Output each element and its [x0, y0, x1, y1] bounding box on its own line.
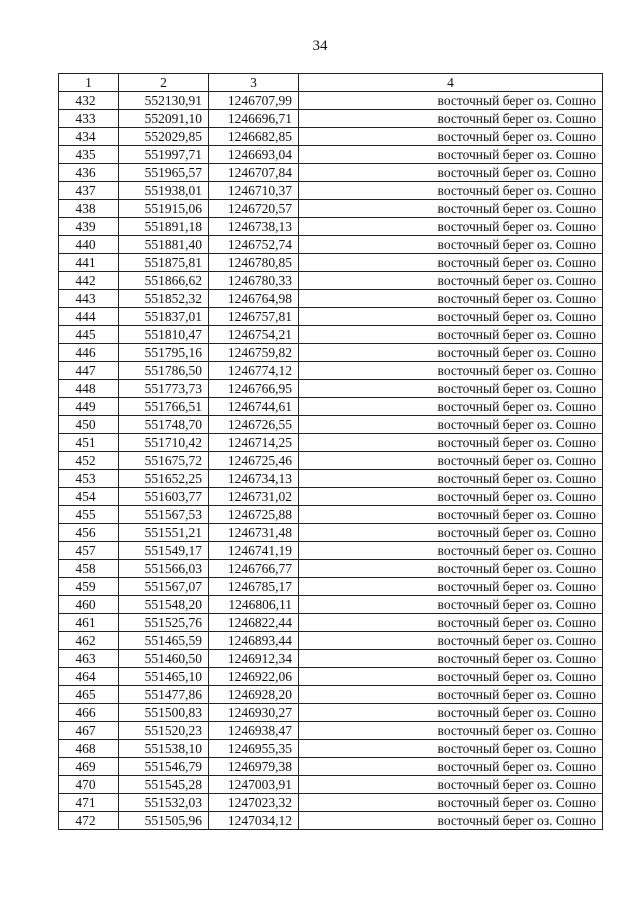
location-description: восточный берег оз. Сошно — [299, 272, 603, 290]
row-index: 460 — [59, 596, 119, 614]
row-index: 452 — [59, 452, 119, 470]
location-description: восточный берег оз. Сошно — [299, 218, 603, 236]
location-description: восточный берег оз. Сошно — [299, 704, 603, 722]
x-coordinate: 551477,86 — [119, 686, 209, 704]
row-index: 456 — [59, 524, 119, 542]
y-coordinate: 1246738,13 — [209, 218, 299, 236]
y-coordinate: 1246928,20 — [209, 686, 299, 704]
location-description: восточный берег оз. Сошно — [299, 164, 603, 182]
header-col-2: 2 — [119, 74, 209, 92]
row-index: 442 — [59, 272, 119, 290]
y-coordinate: 1246780,33 — [209, 272, 299, 290]
x-coordinate: 551748,70 — [119, 416, 209, 434]
y-coordinate: 1246707,99 — [209, 92, 299, 110]
header-col-3: 3 — [209, 74, 299, 92]
row-index: 432 — [59, 92, 119, 110]
x-coordinate: 551997,71 — [119, 146, 209, 164]
row-index: 469 — [59, 758, 119, 776]
coordinates-table — [58, 73, 603, 830]
location-description: восточный берег оз. Сошно — [299, 290, 603, 308]
table-row — [59, 740, 603, 758]
header-col-1: 1 — [59, 74, 119, 92]
table-row — [59, 812, 603, 830]
location-description: восточный берег оз. Сошно — [299, 488, 603, 506]
table-row — [59, 326, 603, 344]
row-index: 454 — [59, 488, 119, 506]
row-index: 471 — [59, 794, 119, 812]
location-description: восточный берег оз. Сошно — [299, 416, 603, 434]
y-coordinate: 1246696,71 — [209, 110, 299, 128]
y-coordinate: 1247003,91 — [209, 776, 299, 794]
table-row — [59, 344, 603, 362]
location-description: восточный берег оз. Сошно — [299, 560, 603, 578]
row-index: 467 — [59, 722, 119, 740]
x-coordinate: 551965,57 — [119, 164, 209, 182]
table-row — [59, 632, 603, 650]
location-description: восточный берег оз. Сошно — [299, 614, 603, 632]
x-coordinate: 552029,85 — [119, 128, 209, 146]
row-index: 447 — [59, 362, 119, 380]
x-coordinate: 551891,18 — [119, 218, 209, 236]
table-row — [59, 542, 603, 560]
location-description: восточный берег оз. Сошно — [299, 758, 603, 776]
y-coordinate: 1246734,13 — [209, 470, 299, 488]
row-index: 472 — [59, 812, 119, 830]
y-coordinate: 1246725,88 — [209, 506, 299, 524]
location-description: восточный берег оз. Сошно — [299, 434, 603, 452]
y-coordinate: 1246785,17 — [209, 578, 299, 596]
y-coordinate: 1246780,85 — [209, 254, 299, 272]
x-coordinate: 552091,10 — [119, 110, 209, 128]
location-description: восточный берег оз. Сошно — [299, 128, 603, 146]
row-index: 453 — [59, 470, 119, 488]
y-coordinate: 1246726,55 — [209, 416, 299, 434]
x-coordinate: 551915,06 — [119, 200, 209, 218]
table-body — [59, 92, 603, 830]
location-description: восточный берег оз. Сошно — [299, 146, 603, 164]
y-coordinate: 1246693,04 — [209, 146, 299, 164]
row-index: 437 — [59, 182, 119, 200]
table-row — [59, 596, 603, 614]
y-coordinate: 1246764,98 — [209, 290, 299, 308]
table-row — [59, 200, 603, 218]
y-coordinate: 1246752,74 — [209, 236, 299, 254]
location-description: восточный берег оз. Сошно — [299, 200, 603, 218]
location-description: восточный берег оз. Сошно — [299, 344, 603, 362]
table-row — [59, 218, 603, 236]
x-coordinate: 551810,47 — [119, 326, 209, 344]
row-index: 458 — [59, 560, 119, 578]
table-row — [59, 182, 603, 200]
table-row — [59, 380, 603, 398]
x-coordinate: 551773,73 — [119, 380, 209, 398]
y-coordinate: 1246682,85 — [209, 128, 299, 146]
y-coordinate: 1246744,61 — [209, 398, 299, 416]
y-coordinate: 1246774,12 — [209, 362, 299, 380]
page-number: 34 — [312, 38, 328, 54]
location-description: восточный берег оз. Сошно — [299, 452, 603, 470]
row-index: 468 — [59, 740, 119, 758]
location-description: восточный берег оз. Сошно — [299, 812, 603, 830]
y-coordinate: 1246731,48 — [209, 524, 299, 542]
x-coordinate: 551460,50 — [119, 650, 209, 668]
y-coordinate: 1246714,25 — [209, 434, 299, 452]
row-index: 451 — [59, 434, 119, 452]
x-coordinate: 551500,83 — [119, 704, 209, 722]
location-description: восточный берег оз. Сошно — [299, 776, 603, 794]
row-index: 461 — [59, 614, 119, 632]
row-index: 443 — [59, 290, 119, 308]
y-coordinate: 1246955,35 — [209, 740, 299, 758]
x-coordinate: 551538,10 — [119, 740, 209, 758]
row-index: 464 — [59, 668, 119, 686]
location-description: восточный берег оз. Сошно — [299, 650, 603, 668]
y-coordinate: 1247034,12 — [209, 812, 299, 830]
y-coordinate: 1246720,57 — [209, 200, 299, 218]
row-index: 462 — [59, 632, 119, 650]
location-description: восточный берег оз. Сошно — [299, 578, 603, 596]
row-index: 440 — [59, 236, 119, 254]
table-row — [59, 794, 603, 812]
row-index: 439 — [59, 218, 119, 236]
x-coordinate: 551766,51 — [119, 398, 209, 416]
table-row — [59, 704, 603, 722]
table-row — [59, 614, 603, 632]
x-coordinate: 551525,76 — [119, 614, 209, 632]
location-description: восточный берег оз. Сошно — [299, 182, 603, 200]
x-coordinate: 551520,23 — [119, 722, 209, 740]
table-row — [59, 524, 603, 542]
table-row — [59, 272, 603, 290]
x-coordinate: 551548,20 — [119, 596, 209, 614]
x-coordinate: 551465,10 — [119, 668, 209, 686]
table-row — [59, 146, 603, 164]
table-row — [59, 668, 603, 686]
y-coordinate: 1246725,46 — [209, 452, 299, 470]
table-row — [59, 128, 603, 146]
table-row — [59, 776, 603, 794]
table-row — [59, 578, 603, 596]
x-coordinate: 551652,25 — [119, 470, 209, 488]
x-coordinate: 551603,77 — [119, 488, 209, 506]
location-description: восточный берег оз. Сошно — [299, 524, 603, 542]
x-coordinate: 551532,03 — [119, 794, 209, 812]
x-coordinate: 551549,17 — [119, 542, 209, 560]
row-index: 445 — [59, 326, 119, 344]
row-index: 441 — [59, 254, 119, 272]
location-description: восточный берег оз. Сошно — [299, 542, 603, 560]
location-description: восточный берег оз. Сошно — [299, 722, 603, 740]
location-description: восточный берег оз. Сошно — [299, 254, 603, 272]
row-index: 465 — [59, 686, 119, 704]
table-row — [59, 236, 603, 254]
x-coordinate: 551505,96 — [119, 812, 209, 830]
table-row — [59, 434, 603, 452]
y-coordinate: 1246938,47 — [209, 722, 299, 740]
y-coordinate: 1246741,19 — [209, 542, 299, 560]
row-index: 459 — [59, 578, 119, 596]
header-col-4: 4 — [299, 74, 603, 92]
location-description: восточный берег оз. Сошно — [299, 632, 603, 650]
table-row — [59, 164, 603, 182]
y-coordinate: 1246710,37 — [209, 182, 299, 200]
x-coordinate: 551795,16 — [119, 344, 209, 362]
table-row — [59, 470, 603, 488]
location-description: восточный берег оз. Сошно — [299, 308, 603, 326]
x-coordinate: 551875,81 — [119, 254, 209, 272]
y-coordinate: 1246806,11 — [209, 596, 299, 614]
table-row — [59, 560, 603, 578]
row-index: 466 — [59, 704, 119, 722]
y-coordinate: 1246757,81 — [209, 308, 299, 326]
y-coordinate: 1247023,32 — [209, 794, 299, 812]
x-coordinate: 551566,03 — [119, 560, 209, 578]
x-coordinate: 551710,42 — [119, 434, 209, 452]
table-row — [59, 650, 603, 668]
x-coordinate: 551545,28 — [119, 776, 209, 794]
x-coordinate: 551837,01 — [119, 308, 209, 326]
table-row — [59, 416, 603, 434]
table-row — [59, 290, 603, 308]
table-header-row — [59, 74, 603, 92]
table-row — [59, 722, 603, 740]
x-coordinate: 551551,21 — [119, 524, 209, 542]
table-row — [59, 506, 603, 524]
y-coordinate: 1246766,77 — [209, 560, 299, 578]
x-coordinate: 551546,79 — [119, 758, 209, 776]
x-coordinate: 551675,72 — [119, 452, 209, 470]
location-description: восточный берег оз. Сошно — [299, 668, 603, 686]
x-coordinate: 551567,53 — [119, 506, 209, 524]
location-description: восточный берег оз. Сошно — [299, 506, 603, 524]
row-index: 438 — [59, 200, 119, 218]
location-description: восточный берег оз. Сошно — [299, 326, 603, 344]
table-row — [59, 110, 603, 128]
row-index: 436 — [59, 164, 119, 182]
y-coordinate: 1246922,06 — [209, 668, 299, 686]
location-description: восточный берег оз. Сошно — [299, 794, 603, 812]
row-index: 448 — [59, 380, 119, 398]
x-coordinate: 551786,50 — [119, 362, 209, 380]
table-row — [59, 398, 603, 416]
x-coordinate: 551567,07 — [119, 578, 209, 596]
y-coordinate: 1246912,34 — [209, 650, 299, 668]
table-row — [59, 92, 603, 110]
row-index: 434 — [59, 128, 119, 146]
location-description: восточный берег оз. Сошно — [299, 596, 603, 614]
y-coordinate: 1246893,44 — [209, 632, 299, 650]
row-index: 449 — [59, 398, 119, 416]
x-coordinate: 551881,40 — [119, 236, 209, 254]
location-description: восточный берег оз. Сошно — [299, 380, 603, 398]
location-description: восточный берег оз. Сошно — [299, 398, 603, 416]
table-row — [59, 488, 603, 506]
x-coordinate: 551938,01 — [119, 182, 209, 200]
row-index: 444 — [59, 308, 119, 326]
row-index: 463 — [59, 650, 119, 668]
table-row — [59, 452, 603, 470]
x-coordinate: 551852,32 — [119, 290, 209, 308]
location-description: восточный берег оз. Сошно — [299, 740, 603, 758]
y-coordinate: 1246731,02 — [209, 488, 299, 506]
row-index: 435 — [59, 146, 119, 164]
row-index: 455 — [59, 506, 119, 524]
location-description: восточный берег оз. Сошно — [299, 470, 603, 488]
row-index: 433 — [59, 110, 119, 128]
location-description: восточный берег оз. Сошно — [299, 686, 603, 704]
location-description: восточный берег оз. Сошно — [299, 92, 603, 110]
row-index: 450 — [59, 416, 119, 434]
y-coordinate: 1246754,21 — [209, 326, 299, 344]
table-row — [59, 758, 603, 776]
x-coordinate: 551866,62 — [119, 272, 209, 290]
table-row — [59, 308, 603, 326]
y-coordinate: 1246707,84 — [209, 164, 299, 182]
table-row — [59, 686, 603, 704]
x-coordinate: 552130,91 — [119, 92, 209, 110]
row-index: 446 — [59, 344, 119, 362]
location-description: восточный берег оз. Сошно — [299, 236, 603, 254]
table-row — [59, 362, 603, 380]
y-coordinate: 1246822,44 — [209, 614, 299, 632]
row-index: 457 — [59, 542, 119, 560]
location-description: восточный берег оз. Сошно — [299, 110, 603, 128]
location-description: восточный берег оз. Сошно — [299, 362, 603, 380]
y-coordinate: 1246766,95 — [209, 380, 299, 398]
x-coordinate: 551465,59 — [119, 632, 209, 650]
table-row — [59, 254, 603, 272]
row-index: 470 — [59, 776, 119, 794]
y-coordinate: 1246759,82 — [209, 344, 299, 362]
y-coordinate: 1246930,27 — [209, 704, 299, 722]
y-coordinate: 1246979,38 — [209, 758, 299, 776]
